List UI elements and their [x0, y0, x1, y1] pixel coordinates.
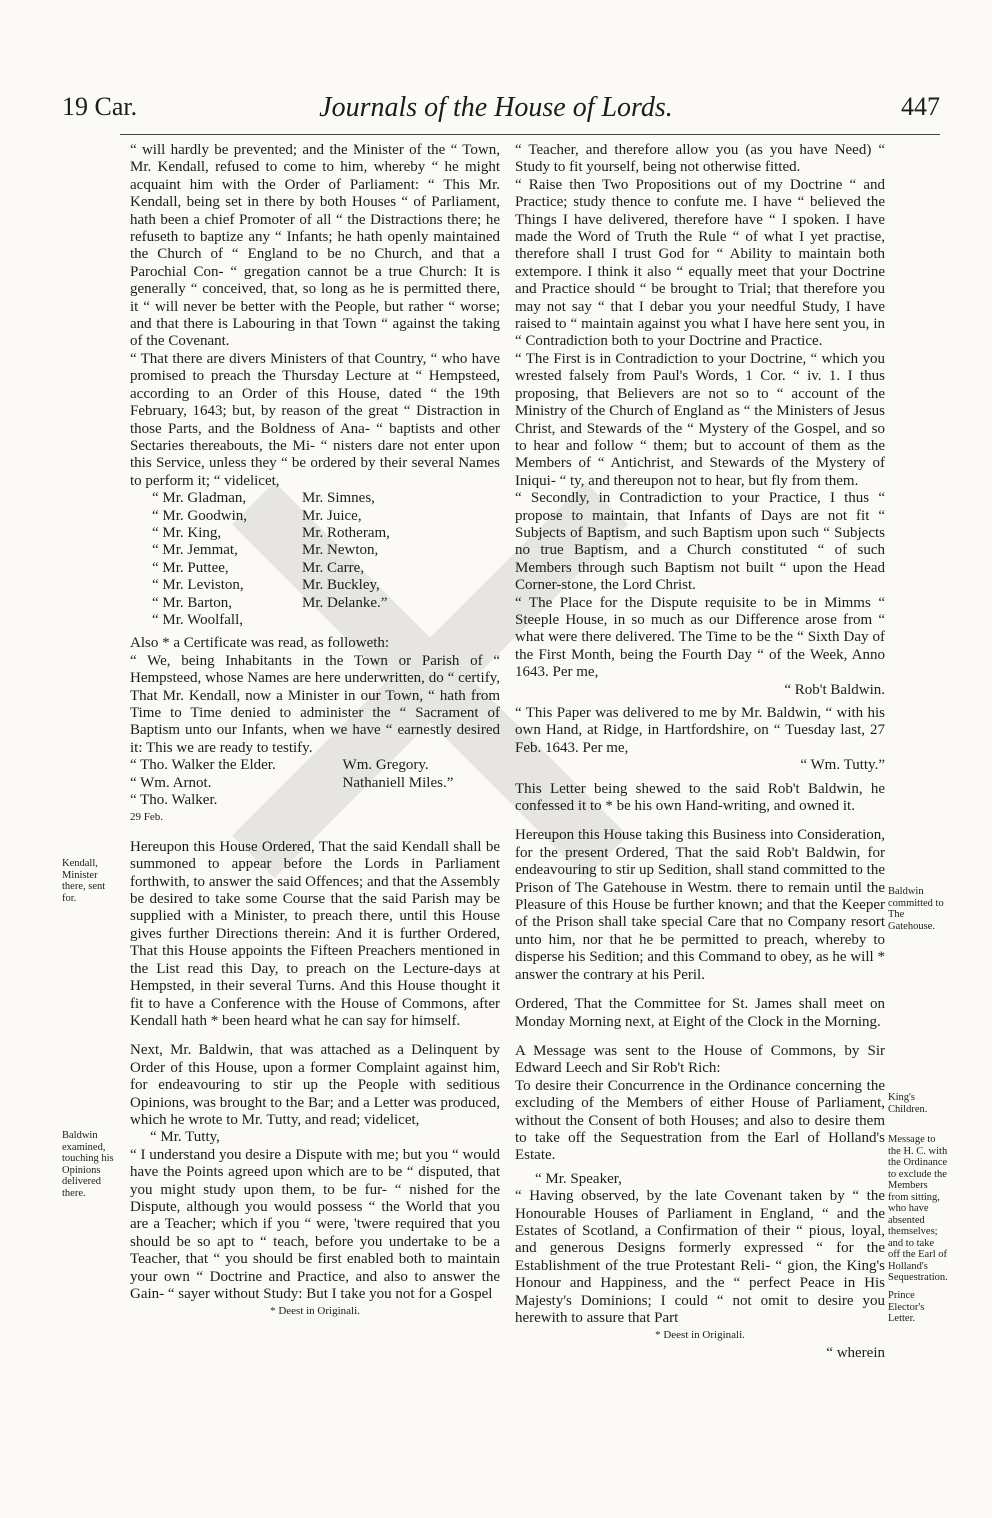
- footnote: * Deest in Originali.: [270, 1305, 360, 1318]
- salutation-speaker: “ Mr. Speaker,: [535, 1170, 622, 1187]
- paragraph: “ Teacher, and therefore allow you (as you have Need) “ Study to fit yourself, being not otherwise fitted.: [515, 142, 885, 176]
- kendall-order: Hereupon this House Ordered, That the said Kendall shall be summoned to appear before the Lords in Parliament forthwith, to answer the said Offences; and that the Assembly be desired to take some Course that the said Parish may be supplied with a Minister, to preach there, until this House gives further Directions therein: And it is further Ordered, That this House appoints the Fifteen Preachers mentioned in the List read this Day, to preach on the Lecture-days at Hempsted, in their several Turns. And this House thought it fit to have a Conference with the House of Commons, after Kendall hath * been heard what he can say for himself.: [130, 838, 500, 1029]
- paragraph: “ Secondly, in Contradiction to your Practice, I thus “ propose to maintain, that Infants of Days are not fit “ Subjects of Baptism, and such Baptism upon such “ Subjects no true Baptism, and a Church constituted “ of such Members through such Baptism not built “ upon the Head Corner-stone, the Lord Christ.: [515, 490, 885, 594]
- header-rule: [120, 134, 940, 135]
- certificate-intro: Also * a Certificate was read, as followeth:: [130, 635, 390, 652]
- salutation-tutty: “ Mr. Tutty,: [150, 1129, 220, 1146]
- minister-name: Mr. Buckley,: [302, 577, 380, 594]
- minister-name: “ Mr. King,: [152, 524, 222, 541]
- margin-note-baldwin-exam: Baldwin examined, touching his Opinions delivered there.: [62, 1130, 114, 1199]
- minister-name: “ Mr. Puttee,: [152, 559, 229, 576]
- signatory: “ Tho. Walker the Elder.: [130, 757, 276, 774]
- paragraph: “ Raise then Two Propositions out of my Doctrine “ and Practice; study thence to confute me. I have “ believed the Things I have delivered, therefore have “ I spoken. I have made the Word of Truth the Rule “ of what I yet practise, therefore shall I trust God for “ Ability to maintain both extempore. I think it also “ equally meet that your Doctrine and Practice should “ be brought to Trial; that therefore you may not say “ that I debar you your needful Study, I have raised to “ maintain against you what I have here sent you, in “ Contradiction both to your Doctrine and Practice.: [515, 176, 885, 350]
- baldwin-committed: Hereupon this House taking this Business into Consideration, for the present Ordered, That the said Rob't Baldwin, for endeavouring to stir up Sedition, shall stand committed to the Prison of The Gatehouse in Westm. there to remain until the Pleasure of this House be further known; and that the Keeper of the Prison shall take special Care that no Company resort unto him, nor that he be permitted to preach, whereby to disperse his Sedition; and this Command to obey, as he will * answer the contrary at his Peril.: [515, 827, 885, 983]
- signatory: “ Wm. Arnot.: [130, 774, 212, 791]
- message-sent: A Message was sent to the House of Commons, by Sir Edward Leech and Sir Rob't Rich:: [515, 1042, 885, 1077]
- minister-name: Mr. Rotheram,: [302, 524, 390, 541]
- signatory: “ Tho. Walker.: [130, 792, 218, 809]
- left-column: [130, 142, 500, 1321]
- minister-name: Mr. Carre,: [302, 559, 365, 576]
- signatory: [343, 792, 500, 809]
- baldwin-letter: “ I understand you desire a Dispute with me; but you “ would have the Points agreed upon which are to be “ disputed, that you might study upon them, to be fur- “ nished for the Dispute, although you would possess “ the World that you are a Teacher; which if you “ were, 'twere required that you should be so apt to “ teach, before you undertake to be a Teacher, that “ you should be first enabled both to maintain your own “ Doctrine and Practice, and also to answer the Gain- “ sayer without Study: But I take you not for a Gospel: [130, 1146, 500, 1302]
- margin-note-kings-children: King's Children.: [888, 1092, 928, 1115]
- paragraph: “ will hardly be prevented; and the Minister of the “ Town, Mr. Kendall, refused to come to him, whereby “ he might acquaint him with the Order of Parliament: “ This Mr. Kendall, being set in there by both Houses “ of Parliament, hath been a chief Promoter of all “ the Distractions there; he refuseth to baptize any “ Infants; he hath openly maintained the Church of “ England to be no Church, and that a Parochial Con- “ gregation cannot be a true Church: It is generally “ conceived, that, so long as he is permitted there, it “ will never be better with the People, but rather “ worse; and that there is Labouring in that Town “ against the taking of the Covenant.: [130, 142, 500, 350]
- minister-name: “ Mr. Goodwin,: [152, 507, 247, 524]
- signature-tutty: “ Wm. Tutty.”: [800, 757, 885, 774]
- footnote: * Deest in Originali.: [655, 1329, 745, 1342]
- minister-name: “ Mr. Barton,: [152, 594, 232, 611]
- signature-baldwin: “ Rob't Baldwin.: [784, 681, 885, 698]
- prince-elector-letter: “ Having observed, by the late Covenant taken by “ the Honourable Houses of Parliament in England, “ and the Estates of Scotland, a Confirmation of their “ pious, loyal, and generous Designs formerly expressed “ for the Establishment of the true Protestant Reli- “ gion, the King's Honour and Happiness, and the “ perfect Peace in His Majesty's Dominions; I could “ not omit to desire you herewith to assure that Part: [515, 1188, 885, 1326]
- signatory: Wm. Gregory.: [342, 757, 429, 774]
- minister-name: Mr. Newton,: [302, 542, 379, 559]
- minister-name: “ Mr. Leviston,: [152, 577, 244, 594]
- baldwin-examination: Next, Mr. Baldwin, that was attached as a Delinquent by Order of this House, upon a former Complaint against him, for endeavouring to stir up the People with seditious Opinions, was brought to the Bar; and a Letter was produced, which he wrote to Mr. Tutty, and read; videlicet,: [130, 1042, 500, 1128]
- page-title: Journals of the House of Lords.: [319, 92, 673, 123]
- margin-note-message: Message to the H. C. with the Ordinance to exclude the Members from sitting, who have absented themselves; and to take off the Earl of Holland's Sequestration.: [888, 1134, 948, 1283]
- margin-note-kendall: Kendall, Minister there, sent for.: [62, 858, 106, 904]
- right-column: [515, 142, 885, 1362]
- minister-name: Mr. Juice,: [302, 507, 362, 524]
- minister-name: Mr. Simnes,: [302, 490, 375, 507]
- minister-name: [302, 612, 452, 629]
- minister-name: “ Mr. Jemmat,: [152, 542, 238, 559]
- kings-children-order: Ordered, That the Committee for St. James shall meet on Monday Morning next, at Eight of the Clock in the Morning.: [515, 996, 885, 1030]
- minister-name: “ Mr. Gladman,: [152, 490, 247, 507]
- paragraph: “ That there are divers Ministers of that Country, “ who have promised to preach the Thursday Lecture at “ Hempsteed, according to an Order of this House, dated “ the 19th February, 1643; but, by reason of the great “ Distraction in those Parts, and the Boldness of Ana- “ baptists and other Sectaries thereabouts, the Mi- “ nisters dare not enter upon this Service, unless they “ be ordered by their several Names to perform it; “ videlicet,: [130, 350, 500, 489]
- catchword: “ wherein: [826, 1344, 885, 1361]
- signatories: [130, 757, 500, 809]
- ministers-list: [130, 490, 452, 629]
- certificate-text: “ We, being Inhabitants in the Town or Parish of “ Hempsteed, whose Names are here underwritten, do “ certify, That Mr. Kendall, now a Minister in our Town, “ hath from Time to Time denied to administer the “ Sacrament of Baptism unto our Infants, when we have “ earnestly desired it: This we are ready to testify.: [130, 652, 500, 756]
- message-desire: To desire their Concurrence in the Ordinance concerning the excluding of the Members of either House of Parliament, without the Consent of both Houses; and also to desire them to take off the Sequestration from the Earl of Holland's Estate.: [515, 1077, 885, 1164]
- entry-date: 29 Feb.: [130, 811, 163, 824]
- paper-delivered-note: “ This Paper was delivered to me by Mr. Baldwin, “ with his own Hand, at Ridge, in Hartfordshire, on “ Tuesday last, 27 Feb. 1643. Per me,: [515, 705, 885, 756]
- letter-confessed: This Letter being shewed to the said Rob't Baldwin, he confessed it to * be his own Hand-writing, and owned it.: [515, 780, 885, 815]
- page-number: 447: [901, 92, 940, 121]
- page-header: [0, 92, 992, 132]
- minister-name: Mr. Delanke.”: [302, 594, 388, 611]
- margin-note-prince-elector: Prince Elector's Letter.: [888, 1290, 925, 1324]
- regnal-year: 19 Car.: [62, 92, 138, 121]
- minister-name: “ Mr. Woolfall,: [152, 611, 244, 628]
- signatory: Nathaniell Miles.”: [342, 774, 454, 791]
- paragraph: “ The First is in Contradiction to your Doctrine, “ which you wrested falsely from Paul's Words, 1 Cor. “ iv. 1. I thus proposing, that Believers are not so to “ account of the Ministry of the Church of England as “ the Ministers of Jesus Christ, and Stewards of the “ Mystery of the Gospel, and so to hear and follow “ them; but to account of them as the Members of “ Antichrist, and Stewards of the Mystery of Iniqui- “ ty, and thereupon not to hear, but fly from them.: [515, 350, 885, 489]
- paragraph: “ The Place for the Dispute requisite to be in Mimms “ Steeple House, in so much as our Difference arose from “ what were there delivered. The Time to be the “ Sixth Day of the First Month, being the Fourth Day “ of the Week, Anno 1643. Per me,: [515, 594, 885, 681]
- margin-note-baldwin-committed: Baldwin committed to The Gatehouse.: [888, 886, 944, 932]
